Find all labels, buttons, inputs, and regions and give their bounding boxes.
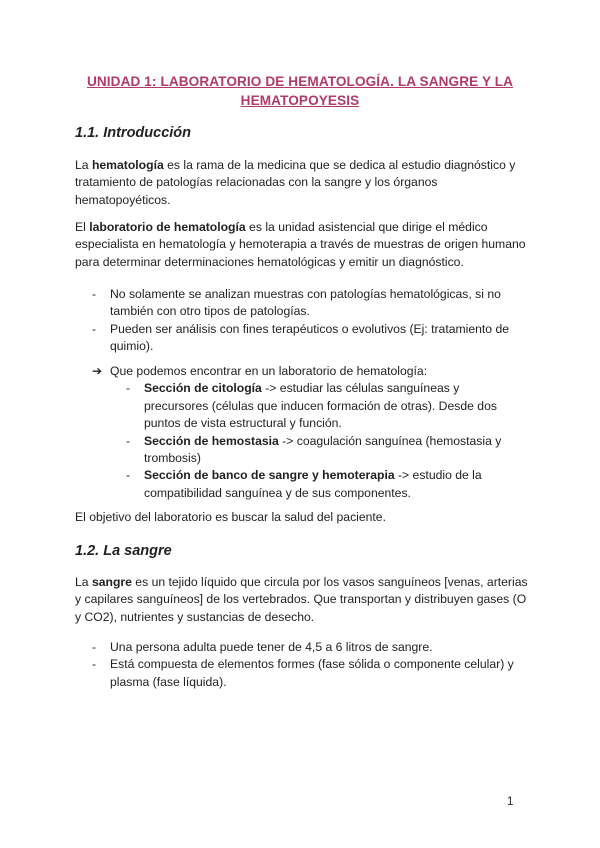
list-item-text: Una persona adulta puede tener de 4,5 a 6 litros de sangre. [110, 640, 433, 654]
document-title [70, 72, 530, 110]
bold-term: laboratorio de hematología [89, 220, 246, 234]
text-span: es la unidad asistencial que dirige el médico especialista en hematología y hemoterapia a través de muestras de origen humano para determinar determinaciones hematológicas y emitir un diagnóstico. [75, 220, 526, 269]
dash-marker: - [92, 640, 97, 654]
paragraph-hematologia [75, 157, 530, 209]
list-item [126, 380, 524, 432]
bold-term: Sección de banco de sangre y hemoterapia [144, 468, 395, 483]
bold-term: hematología [91, 158, 164, 172]
list-item [92, 656, 517, 691]
laboratory-sections-block [92, 363, 532, 502]
bold-term: sangre [91, 575, 132, 589]
intro-bullet-list [92, 286, 512, 356]
list-item [92, 321, 512, 356]
section-heading-la-sangre: 1.2. La sangre [75, 543, 172, 559]
list-item [92, 286, 512, 321]
page-number: 1 [507, 796, 514, 808]
paragraph-sangre [75, 574, 530, 626]
title-line-2: HEMATOPOYESIS [240, 93, 360, 108]
list-item [126, 433, 524, 468]
text-span: es un tejido líquido que circula por los vasos sanguíneos [venas, arterias y capilares sanguíneos] de los vertebrados. Que transportan y distribuyen gases (O y CO2), nutrientes y sustancias de desecho. [75, 575, 528, 624]
bold-term: Sección de citología [144, 381, 262, 396]
dash-marker: - [126, 433, 131, 448]
arrow-right-icon: ➔ [92, 364, 103, 378]
dash-marker: - [92, 287, 97, 301]
list-item [126, 467, 524, 502]
dash-marker: - [126, 468, 131, 483]
list-item [92, 639, 517, 656]
sections-sub-list [126, 380, 524, 502]
dash-marker: - [126, 381, 131, 396]
text-span: es la rama de la medicina que se dedica al estudio diagnóstico y tratamiento de patologías relacionadas con la sangre y los órganos hematopoyéticos. [75, 158, 516, 207]
list-item-text: -> coagulación sanguínea (hemostasia y trombosis) [144, 433, 502, 466]
dash-marker: - [92, 321, 97, 336]
arrow-item [92, 363, 532, 380]
title-line-1: UNIDAD 1: LABORATORIO DE HEMATOLOGÍA. LA SANGRE Y LA [86, 74, 514, 89]
sangre-bullet-list [92, 639, 517, 691]
paragraph-laboratorio [75, 219, 530, 271]
list-item-text: -> estudio de la compatibilidad sanguínea y de sus componentes. [144, 468, 482, 500]
list-item-text: Pueden ser análisis con fines terapéuticos o evolutivos (Ej: tratamiento de quimio). [110, 321, 510, 354]
section-heading-introduccion: 1.1. Introducción [75, 125, 192, 141]
paragraph-objetivo: El objetivo del laboratorio es buscar la salud del paciente. [75, 510, 386, 524]
bold-term: Sección de hemostasia [144, 433, 279, 448]
text-span: La [75, 158, 92, 172]
list-item-text: No solamente se analizan muestras con patologías hematológicas, si no también con otro tipos de patologías. [110, 287, 501, 319]
text-span: El [75, 220, 90, 234]
list-item-text: Está compuesta de elementos formes (fase sólida o componente celular) y plasma (fase líquida). [110, 657, 514, 689]
arrow-item-text: Que podemos encontrar en un laboratorio de hematología: [110, 364, 428, 378]
dash-marker: - [92, 657, 97, 672]
text-span: La [75, 575, 92, 589]
list-item-text: -> estudiar las células sanguíneas y precursores (células que inducen formación de otras). Desde dos puntos de vista estructural y función. [144, 381, 497, 431]
